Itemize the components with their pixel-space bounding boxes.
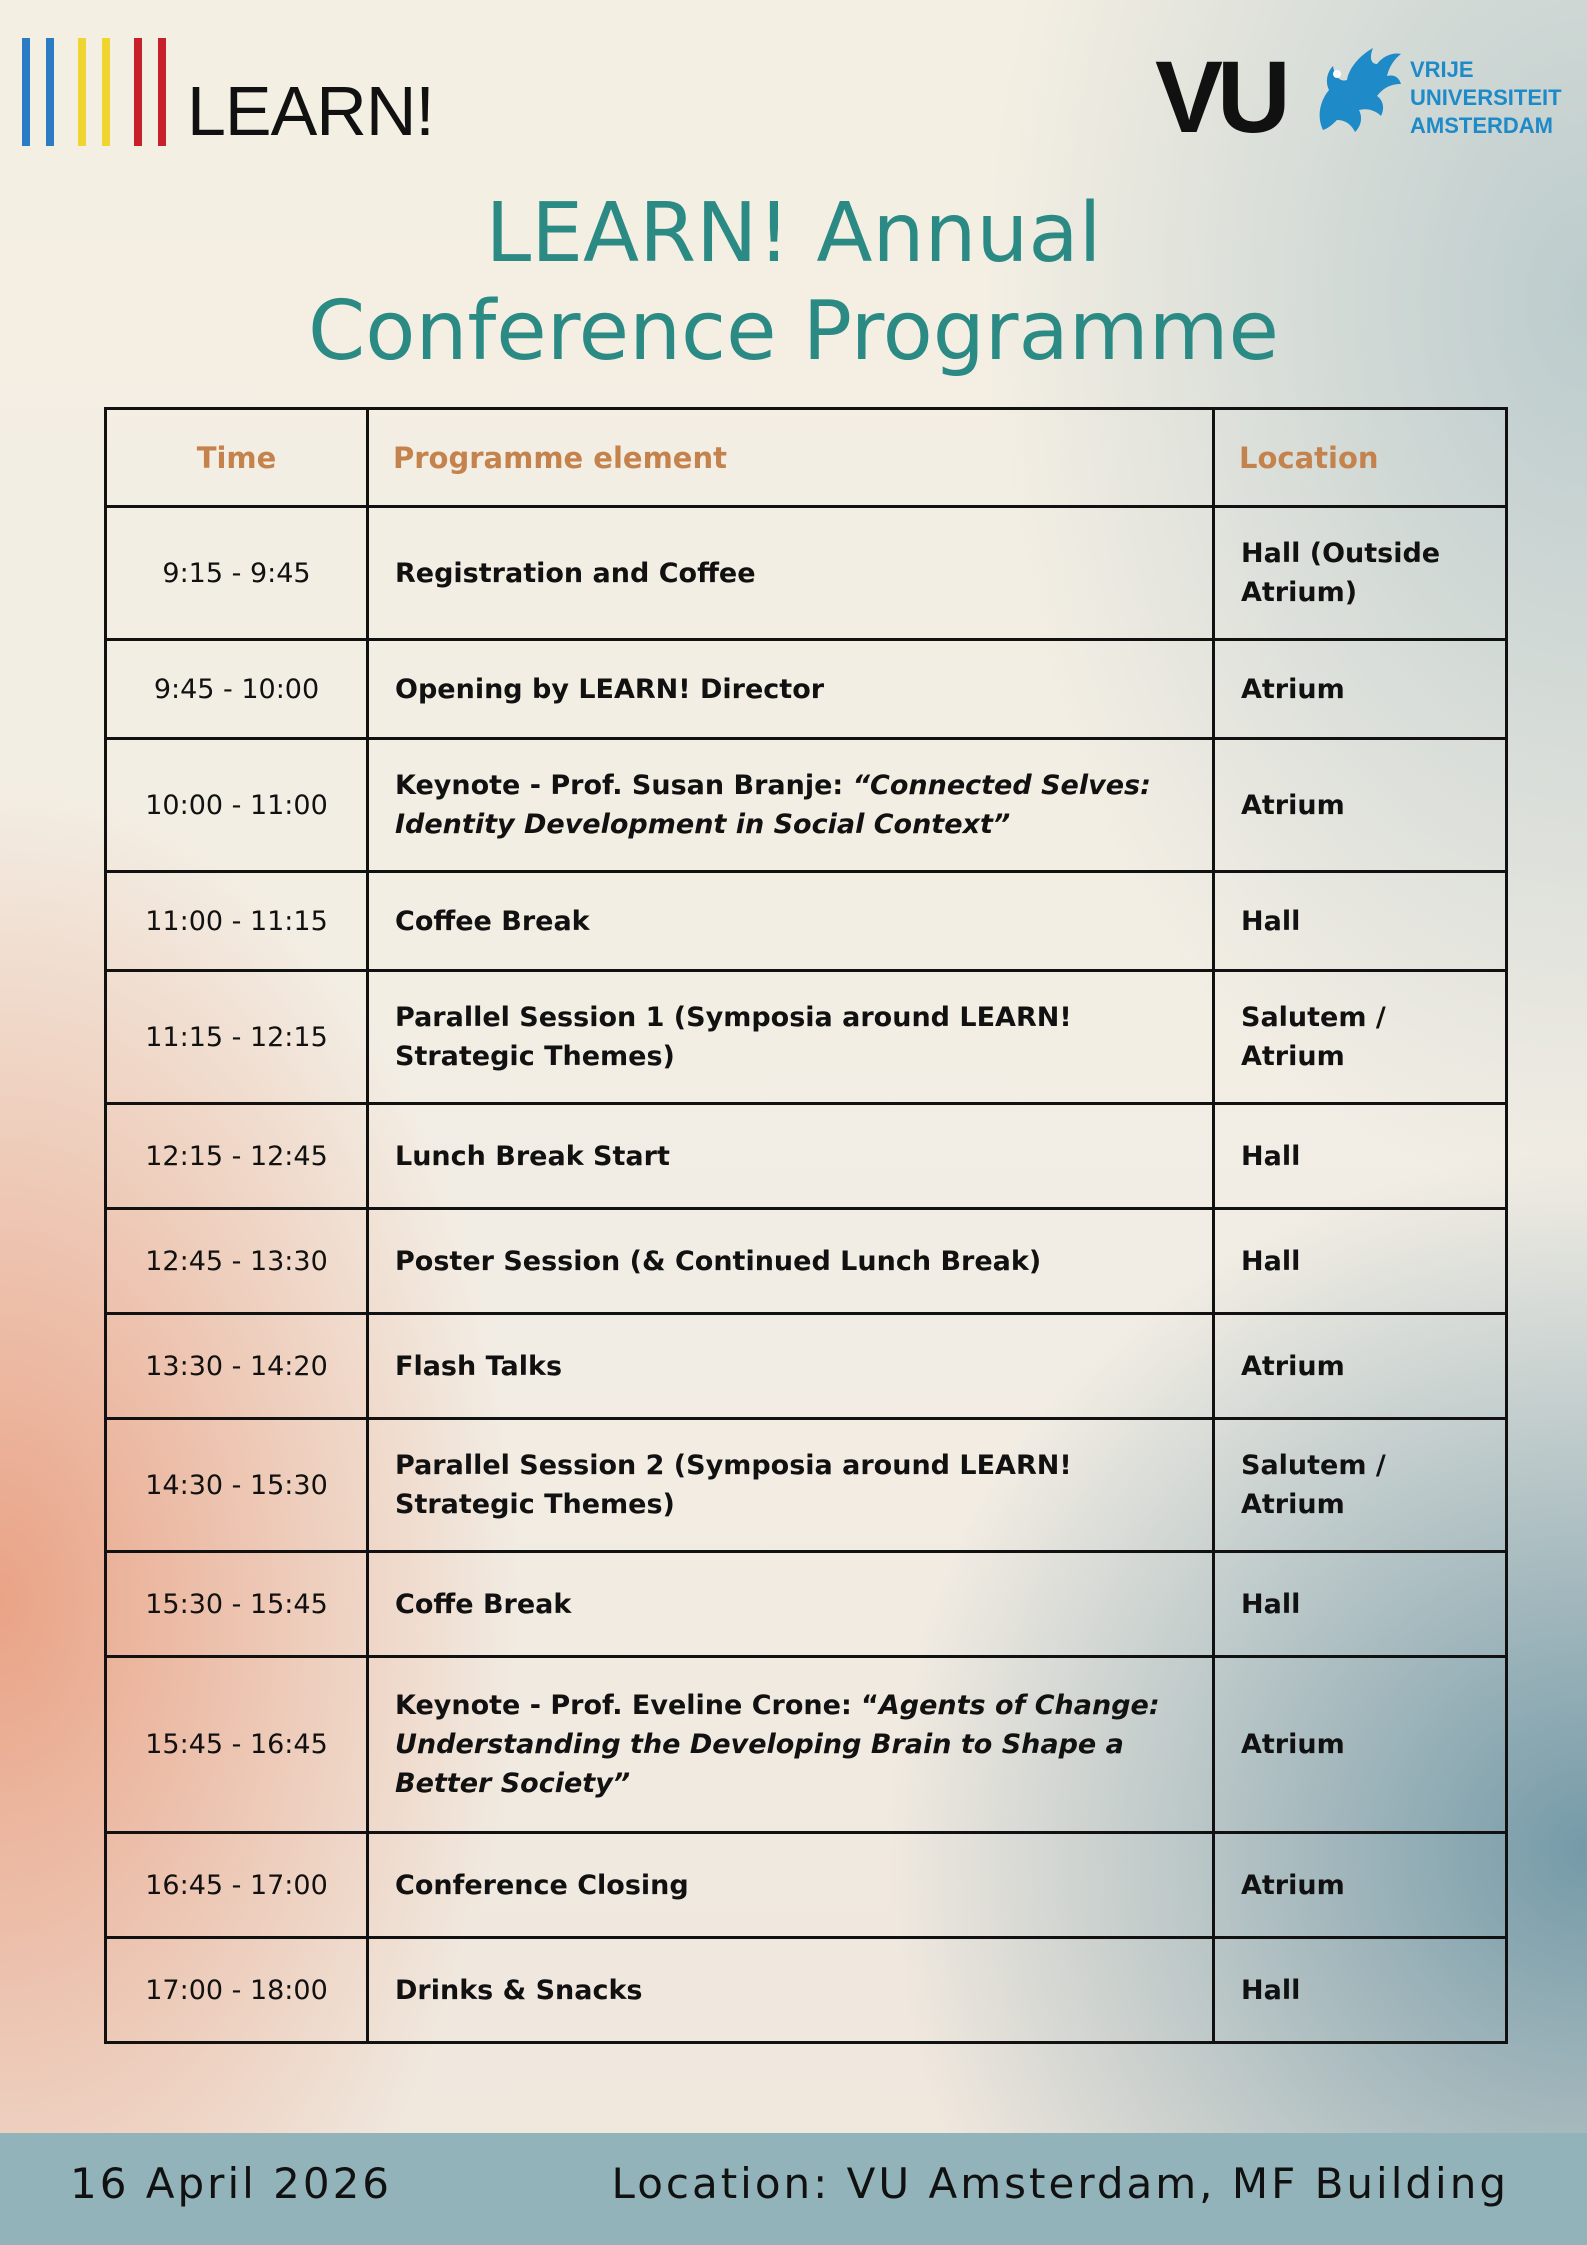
row-element: Coffe Break [368,1552,1214,1657]
page-title-line-1: LEARN! Annual [485,186,1102,281]
keynote-title: Agents of Change: Understanding the Developing Brain to Shape a Better Society” [395,1690,1160,1799]
row-location: Atrium [1214,1657,1507,1833]
table-row [106,640,1507,739]
row-time: 14:30 - 15:30 [106,1419,368,1552]
footer-date: 16 April 2026 [70,2159,393,2208]
row-time: 9:45 - 10:00 [106,640,368,739]
vu-name-line-3: AMSTERDAM [1410,113,1553,138]
row-element: Opening by LEARN! Director [368,640,1214,739]
vu-logo-name [1410,56,1562,140]
footer-location: Location: VU Amsterdam, MF Building [611,2159,1509,2208]
row-element: Parallel Session 2 (Symposia around LEARN! Strategic Themes) [368,1419,1214,1552]
row-location: Hall [1214,1209,1507,1314]
row-time: 12:15 - 12:45 [106,1104,368,1209]
row-element: Flash Talks [368,1314,1214,1419]
table-row [106,1419,1507,1552]
table-row [106,739,1507,872]
row-location: Salutem / Atrium [1214,971,1507,1104]
table-row [106,1938,1507,2043]
learn-logo-bars [22,38,172,146]
row-location: Hall (Outside Atrium) [1214,507,1507,640]
keynote-speaker: Keynote - Prof. Eveline Crone: “ [395,1690,879,1721]
table-header-row [106,409,1507,507]
row-location: Hall [1214,1938,1507,2043]
table-row [106,1314,1507,1419]
footer-bar [0,2133,1587,2245]
row-time: 17:00 - 18:00 [106,1938,368,2043]
griffin-icon [1303,38,1403,138]
table-row [106,1209,1507,1314]
vu-name-line-1: VRIJE [1410,57,1474,82]
row-location: Atrium [1214,640,1507,739]
row-time: 13:30 - 14:20 [106,1314,368,1419]
row-time: 9:15 - 9:45 [106,507,368,640]
row-element [368,739,1214,872]
logo-bar-blue-1 [22,38,30,146]
row-location: Atrium [1214,739,1507,872]
row-time: 15:45 - 16:45 [106,1657,368,1833]
logo-bar-blue-2 [46,38,54,146]
logo-bar-red-2 [158,38,166,146]
vu-logo [1155,38,1565,154]
table-row [106,1552,1507,1657]
keynote-speaker: Keynote - Prof. Susan Branje: [395,770,853,801]
table-row [106,1833,1507,1938]
vu-name-line-2: UNIVERSITEIT [1410,85,1562,110]
row-element [368,1657,1214,1833]
row-time: 16:45 - 17:00 [106,1833,368,1938]
row-element: Drinks & Snacks [368,1938,1214,2043]
header-programme-element: Programme element [368,409,1214,507]
row-time: 15:30 - 15:45 [106,1552,368,1657]
row-time: 12:45 - 13:30 [106,1209,368,1314]
programme-table [104,407,1508,2044]
row-location: Hall [1214,872,1507,971]
row-location: Hall [1214,1104,1507,1209]
row-element: Coffee Break [368,872,1214,971]
keynote-title: “Connected Selves: Identity Development in Social Context” [395,770,1151,840]
learn-logo-text: LEARN! [187,72,434,150]
learn-logo [22,38,434,150]
table-row [106,507,1507,640]
logo-bar-red-1 [134,38,142,146]
table-row [106,1104,1507,1209]
row-element: Registration and Coffee [368,507,1214,640]
row-location: Hall [1214,1552,1507,1657]
row-element: Conference Closing [368,1833,1214,1938]
row-time: 10:00 - 11:00 [106,739,368,872]
vu-logo-letters: VU [1155,40,1285,154]
table-row [106,1657,1507,1833]
row-location: Salutem / Atrium [1214,1419,1507,1552]
page-title [0,185,1587,381]
row-location: Atrium [1214,1314,1507,1419]
row-element: Poster Session (& Continued Lunch Break) [368,1209,1214,1314]
header-time: Time [106,409,368,507]
table-row [106,971,1507,1104]
row-time: 11:15 - 12:15 [106,971,368,1104]
row-element: Lunch Break Start [368,1104,1214,1209]
logo-bar-yellow-2 [102,38,110,146]
row-location: Atrium [1214,1833,1507,1938]
logo-bar-yellow-1 [78,38,86,146]
header-location: Location [1214,409,1507,507]
row-element: Parallel Session 1 (Symposia around LEARN! Strategic Themes) [368,971,1214,1104]
page-title-line-2: Conference Programme [308,284,1279,379]
row-time: 11:00 - 11:15 [106,872,368,971]
table-row [106,872,1507,971]
